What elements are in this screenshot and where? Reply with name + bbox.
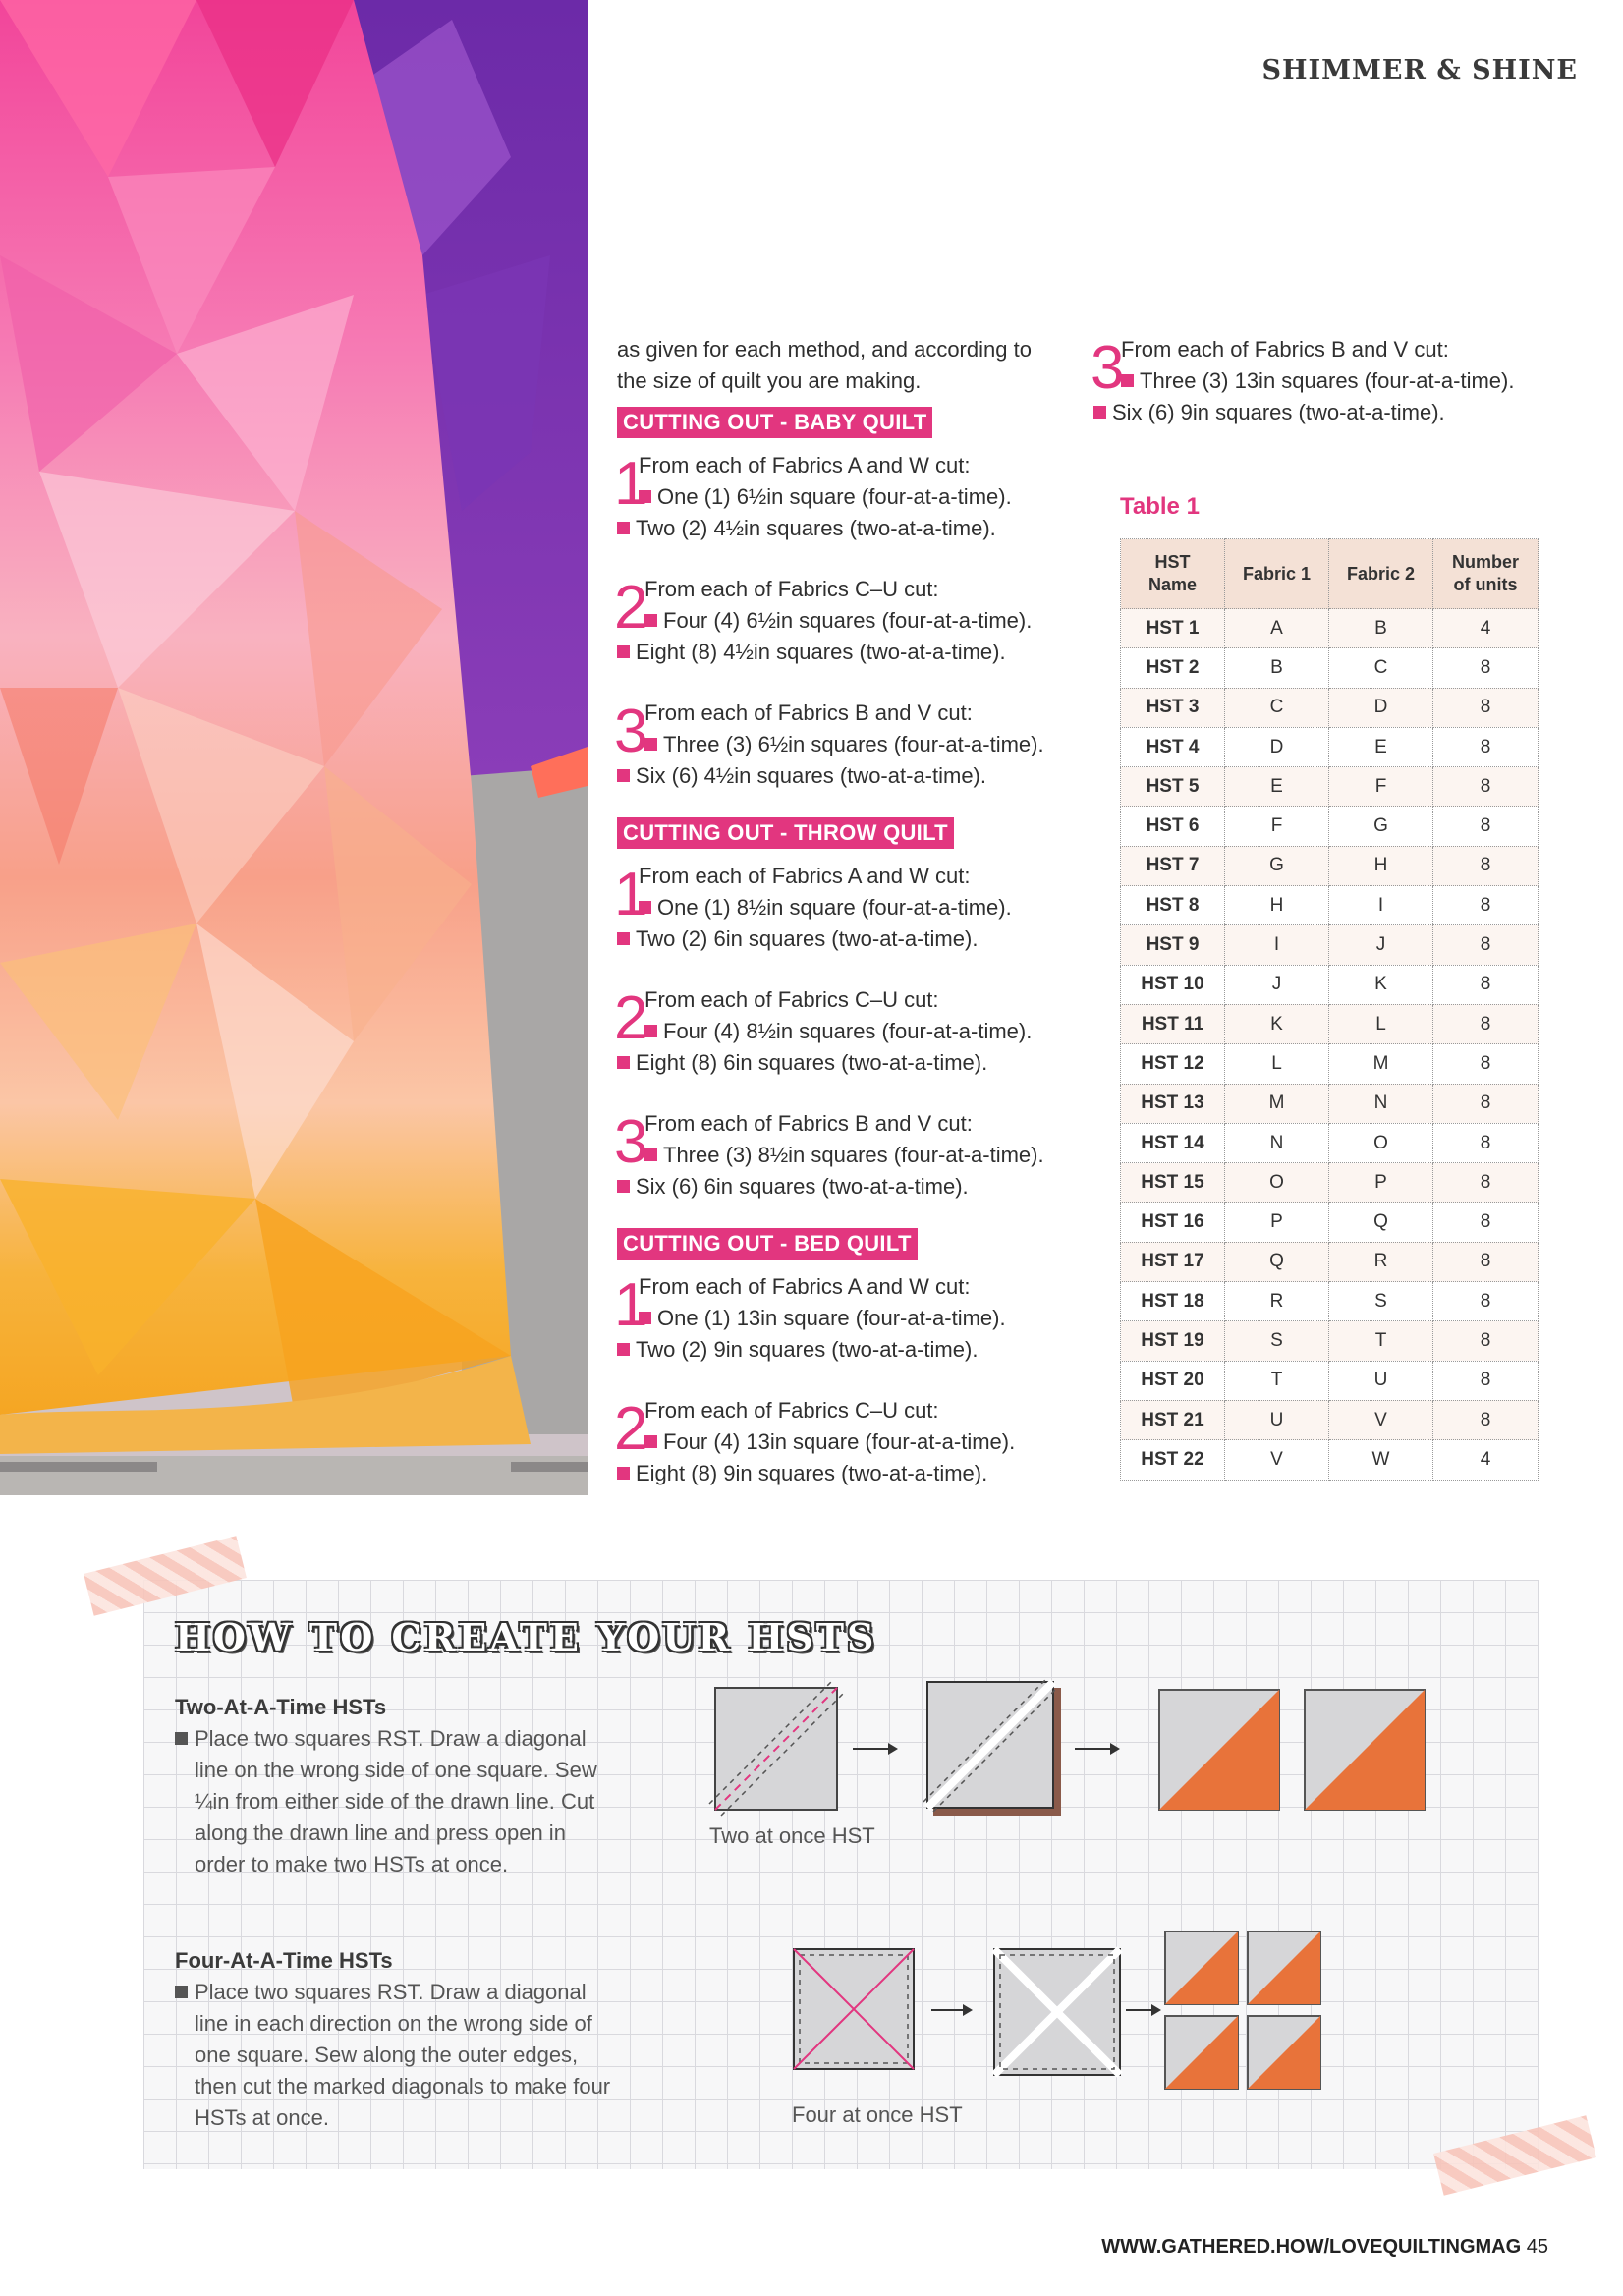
- fabric-cell: E: [1329, 727, 1433, 766]
- units-cell: 8: [1433, 648, 1539, 688]
- fabric-cell: G: [1225, 846, 1329, 885]
- hst-unit-icon: [1165, 2016, 1238, 2089]
- step-item: Six (6) 6in squares (two-at-a-time).: [636, 1174, 969, 1199]
- table-row: [1121, 1084, 1539, 1123]
- table-row: [1121, 1044, 1539, 1084]
- panel-title: HOW TO CREATE YOUR HSTS: [175, 1615, 877, 1659]
- step-number: 1: [614, 861, 648, 928]
- hst-unit-icon: [1159, 1690, 1279, 1810]
- step-number: 2: [614, 1395, 648, 1463]
- column-header: Number of units: [1433, 539, 1539, 609]
- step-item: Four (4) 6½in squares (four-at-a-time).: [663, 608, 1033, 633]
- step-lead: From each of Fabrics A and W cut:: [639, 1274, 971, 1299]
- bullet-icon: [175, 1732, 188, 1745]
- page-footer: [1101, 2236, 1548, 2259]
- fabric-cell: S: [1225, 1321, 1329, 1361]
- fabric-cell: U: [1225, 1400, 1329, 1439]
- units-cell: 8: [1433, 1004, 1539, 1043]
- fabric-cell: R: [1225, 1282, 1329, 1321]
- hst-name-cell: HST 15: [1121, 1163, 1225, 1203]
- text-column-1: [614, 334, 1069, 1489]
- hst-name-cell: HST 10: [1121, 965, 1225, 1004]
- fabric-cell: F: [1329, 767, 1433, 807]
- fabric-cell: B: [1329, 609, 1433, 648]
- bullet-icon: [617, 1343, 630, 1356]
- hst-name-cell: HST 11: [1121, 1004, 1225, 1043]
- bullet-icon: [617, 769, 630, 782]
- fabric-cell: A: [1225, 609, 1329, 648]
- table-row: [1121, 1361, 1539, 1400]
- fabric-cell: V: [1225, 1440, 1329, 1480]
- units-cell: 8: [1433, 846, 1539, 885]
- units-cell: 8: [1433, 688, 1539, 727]
- column-header: Fabric 2: [1329, 539, 1433, 609]
- fabric-cell: F: [1225, 807, 1329, 846]
- step-lead: From each of Fabrics C–U cut:: [644, 987, 939, 1012]
- fabric-cell: V: [1329, 1400, 1433, 1439]
- hst-name-cell: HST 3: [1121, 688, 1225, 727]
- arrow-icon: [931, 2004, 973, 2016]
- column-header: Fabric 1: [1225, 539, 1329, 609]
- fabric-cell: B: [1225, 648, 1329, 688]
- fabric-cell: M: [1329, 1044, 1433, 1084]
- bullet-icon: [1093, 406, 1106, 419]
- fabric-cell: H: [1329, 846, 1433, 885]
- step-item: Four (4) 8½in squares (four-at-a-time).: [663, 1019, 1033, 1043]
- step-item: Two (2) 4½in squares (two-at-a-time).: [636, 516, 996, 540]
- table-row: [1121, 886, 1539, 925]
- cutting-step: [614, 1108, 1069, 1203]
- hst-unit-icon: [1248, 1932, 1320, 2004]
- fabric-cell: M: [1225, 1084, 1329, 1123]
- table-row: [1121, 648, 1539, 688]
- hst-name-cell: HST 6: [1121, 807, 1225, 846]
- arrow-icon: [1075, 1743, 1120, 1755]
- fabric-cell: R: [1329, 1242, 1433, 1281]
- fabric-cell: N: [1329, 1084, 1433, 1123]
- hst-name-cell: HST 8: [1121, 886, 1225, 925]
- step-item: Four (4) 13in square (four-at-a-time).: [663, 1429, 1016, 1454]
- fabric-cell: O: [1329, 1123, 1433, 1162]
- step-item: Two (2) 9in squares (two-at-a-time).: [636, 1337, 979, 1362]
- marked-square-icon: [709, 1682, 843, 1816]
- hst-name-cell: HST 22: [1121, 1440, 1225, 1480]
- section-heading: CUTTING OUT - BABY QUILT: [617, 407, 932, 438]
- running-head: SHIMMER & SHINE: [1261, 55, 1578, 85]
- fabric-cell: J: [1225, 965, 1329, 1004]
- bullet-icon: [617, 645, 630, 658]
- hst-name-cell: HST 2: [1121, 648, 1225, 688]
- step-item: Six (6) 4½in squares (two-at-a-time).: [636, 763, 986, 788]
- step-item: Three (3) 13in squares (four-at-a-time).: [1140, 368, 1515, 393]
- marked-square-icon: [794, 1949, 914, 2069]
- diagram-caption: Four at once HST: [792, 2102, 963, 2127]
- table-row: [1121, 1203, 1539, 1242]
- arrow-icon: [1126, 2004, 1161, 2016]
- step-number: 2: [614, 574, 648, 642]
- step-lead: From each of Fabrics C–U cut:: [644, 577, 939, 601]
- units-cell: 8: [1433, 1203, 1539, 1242]
- step-lead: From each of Fabrics A and W cut:: [639, 864, 971, 888]
- units-cell: 8: [1433, 807, 1539, 846]
- fabric-cell: D: [1225, 727, 1329, 766]
- step-item: Eight (8) 4½in squares (two-at-a-time).: [636, 640, 1006, 664]
- hst-name-cell: HST 16: [1121, 1203, 1225, 1242]
- table-row: [1121, 965, 1539, 1004]
- block-heading: Four-At-A-Time HSTs: [175, 1948, 393, 1973]
- cutting-step: [614, 984, 1069, 1079]
- quilt-photo: [0, 0, 588, 1495]
- fabric-cell: J: [1329, 925, 1433, 965]
- two-at-once-diagram: [707, 1678, 1434, 1825]
- cutting-step: [614, 698, 1069, 792]
- step-number: 3: [614, 1108, 648, 1176]
- block-text: Place two squares RST. Draw a diagonal line on the wrong side of one square. Sew ¼in from either side of the drawn line. Cut along the drawn line and press open in order to make two HSTs at once.: [195, 1726, 597, 1876]
- step-item: Three (3) 6½in squares (four-at-a-time).: [663, 732, 1044, 756]
- step-lead: From each of Fabrics A and W cut:: [639, 453, 971, 477]
- bullet-icon: [617, 1180, 630, 1193]
- table-row: [1121, 1321, 1539, 1361]
- units-cell: 4: [1433, 609, 1539, 648]
- step-lead: From each of Fabrics B and V cut:: [1121, 337, 1449, 362]
- units-cell: 8: [1433, 1321, 1539, 1361]
- table-row: [1121, 1163, 1539, 1203]
- units-cell: 8: [1433, 1163, 1539, 1203]
- hst-name-cell: HST 21: [1121, 1400, 1225, 1439]
- step-number: 2: [614, 984, 648, 1052]
- hst-name-cell: HST 5: [1121, 767, 1225, 807]
- step-item: Two (2) 6in squares (two-at-a-time).: [636, 926, 979, 951]
- hst-name-cell: HST 20: [1121, 1361, 1225, 1400]
- cutting-step: [1093, 334, 1555, 428]
- fabric-cell: G: [1329, 807, 1433, 846]
- fabric-cell: Q: [1329, 1203, 1433, 1242]
- fabric-cell: S: [1329, 1282, 1433, 1321]
- bullet-icon: [617, 522, 630, 534]
- fabric-cell: E: [1225, 767, 1329, 807]
- table-row: [1121, 925, 1539, 965]
- fabric-cell: P: [1329, 1163, 1433, 1203]
- units-cell: 8: [1433, 767, 1539, 807]
- fabric-cell: W: [1329, 1440, 1433, 1480]
- fabric-cell: Q: [1225, 1242, 1329, 1281]
- section-baby: [614, 397, 1069, 792]
- hst-name-cell: HST 17: [1121, 1242, 1225, 1281]
- table-row: [1121, 727, 1539, 766]
- hst-name-cell: HST 19: [1121, 1321, 1225, 1361]
- cut-square-icon: [994, 1949, 1120, 2075]
- two-at-a-time-block: [175, 1692, 607, 1880]
- fabric-cell: N: [1225, 1123, 1329, 1162]
- hst-name-cell: HST 1: [1121, 609, 1225, 648]
- hst-name-cell: HST 7: [1121, 846, 1225, 885]
- units-cell: 8: [1433, 925, 1539, 965]
- text-column-2: [1093, 334, 1555, 428]
- four-at-once-diagram: [786, 1926, 1336, 2112]
- fabric-cell: O: [1225, 1163, 1329, 1203]
- table-row: [1121, 609, 1539, 648]
- fabric-cell: L: [1225, 1044, 1329, 1084]
- cutting-step: [614, 450, 1069, 544]
- table-row: [1121, 846, 1539, 885]
- bullet-icon: [617, 1056, 630, 1069]
- units-cell: 8: [1433, 1282, 1539, 1321]
- units-cell: 8: [1433, 1242, 1539, 1281]
- hst-name-cell: HST 18: [1121, 1282, 1225, 1321]
- units-cell: 8: [1433, 1084, 1539, 1123]
- hst-unit-icon: [1165, 1932, 1238, 2004]
- units-cell: 8: [1433, 886, 1539, 925]
- units-cell: 8: [1433, 1123, 1539, 1162]
- column-header: HST Name: [1121, 539, 1225, 609]
- fabric-cell: C: [1329, 648, 1433, 688]
- units-cell: 8: [1433, 1400, 1539, 1439]
- hst-unit-icon: [1305, 1690, 1425, 1810]
- cutting-step: [614, 1395, 1069, 1489]
- fabric-cell: D: [1329, 688, 1433, 727]
- fabric-cell: T: [1329, 1321, 1433, 1361]
- step-lead: From each of Fabrics B and V cut:: [644, 1111, 973, 1136]
- fabric-cell: I: [1329, 886, 1433, 925]
- units-cell: 8: [1433, 965, 1539, 1004]
- arrow-icon: [853, 1743, 898, 1755]
- cutting-step: [614, 1271, 1069, 1366]
- table-row: [1121, 767, 1539, 807]
- step-item: Three (3) 8½in squares (four-at-a-time).: [663, 1143, 1044, 1167]
- hst-name-cell: HST 9: [1121, 925, 1225, 965]
- units-cell: 8: [1433, 1044, 1539, 1084]
- bullet-icon: [617, 932, 630, 945]
- table-row: [1121, 1242, 1539, 1281]
- section-bed: [614, 1218, 1069, 1489]
- step-lead: From each of Fabrics C–U cut:: [644, 1398, 939, 1423]
- sewn-square-icon: [923, 1678, 1061, 1816]
- step-number: 3: [614, 698, 648, 765]
- table-row: [1121, 1123, 1539, 1162]
- cutting-step: [614, 574, 1069, 668]
- fabric-cell: K: [1225, 1004, 1329, 1043]
- table-title: Table 1: [1120, 493, 1200, 520]
- units-cell: 8: [1433, 1361, 1539, 1400]
- hst-name-cell: HST 12: [1121, 1044, 1225, 1084]
- step-item: One (1) 8½in square (four-at-a-time).: [657, 895, 1012, 920]
- table-row: [1121, 807, 1539, 846]
- fabric-cell: L: [1329, 1004, 1433, 1043]
- section-heading: CUTTING OUT - THROW QUILT: [617, 817, 954, 849]
- bullet-icon: [175, 1986, 188, 1998]
- step-number: 3: [1091, 334, 1125, 402]
- page-number: 45: [1526, 2236, 1548, 2258]
- units-cell: 4: [1433, 1440, 1539, 1480]
- table-row: [1121, 1282, 1539, 1321]
- units-cell: 8: [1433, 727, 1539, 766]
- block-text: Place two squares RST. Draw a diagonal line in each direction on the wrong side of one square. Sew along the outer edges, then cut the marked diagonals to make four HSTs at once.: [195, 1980, 611, 2130]
- step-item: Eight (8) 9in squares (two-at-a-time).: [636, 1461, 988, 1485]
- table-row: [1121, 1440, 1539, 1480]
- fabric-cell: C: [1225, 688, 1329, 727]
- four-at-a-time-block: [175, 1945, 617, 2134]
- section-heading: CUTTING OUT - BED QUILT: [617, 1228, 918, 1260]
- table-row: [1121, 1004, 1539, 1043]
- step-item: Six (6) 9in squares (two-at-a-time).: [1112, 400, 1445, 424]
- step-number: 1: [614, 1271, 648, 1339]
- fabric-cell: U: [1329, 1361, 1433, 1400]
- table-header-row: [1121, 539, 1539, 609]
- fabric-cell: T: [1225, 1361, 1329, 1400]
- hst-name-cell: HST 4: [1121, 727, 1225, 766]
- step-item: Eight (8) 6in squares (two-at-a-time).: [636, 1050, 988, 1075]
- hst-name-cell: HST 13: [1121, 1084, 1225, 1123]
- fabric-cell: I: [1225, 925, 1329, 965]
- hst-name-cell: HST 14: [1121, 1123, 1225, 1162]
- fabric-cell: P: [1225, 1203, 1329, 1242]
- footer-url: WWW.GATHERED.HOW/LOVEQUILTINGMAG: [1101, 2236, 1522, 2258]
- block-heading: Two-At-A-Time HSTs: [175, 1695, 387, 1719]
- table-row: [1121, 688, 1539, 727]
- step-lead: From each of Fabrics B and V cut:: [644, 700, 973, 725]
- intro-text: as given for each method, and according to the size of quilt you are making.: [617, 337, 1032, 393]
- hst-unit-icon: [1248, 2016, 1320, 2089]
- diagram-caption: Two at once HST: [709, 1823, 875, 1848]
- fabric-cell: K: [1329, 965, 1433, 1004]
- step-item: One (1) 6½in square (four-at-a-time).: [657, 484, 1012, 509]
- bullet-icon: [617, 1467, 630, 1480]
- table-row: [1121, 1400, 1539, 1439]
- section-throw: [614, 808, 1069, 1203]
- fabric-cell: H: [1225, 886, 1329, 925]
- hst-table: [1120, 538, 1539, 1481]
- step-item: One (1) 13in square (four-at-a-time).: [657, 1306, 1006, 1330]
- quilt-illustration: [0, 0, 588, 1495]
- step-number: 1: [614, 450, 648, 518]
- cutting-step: [614, 861, 1069, 955]
